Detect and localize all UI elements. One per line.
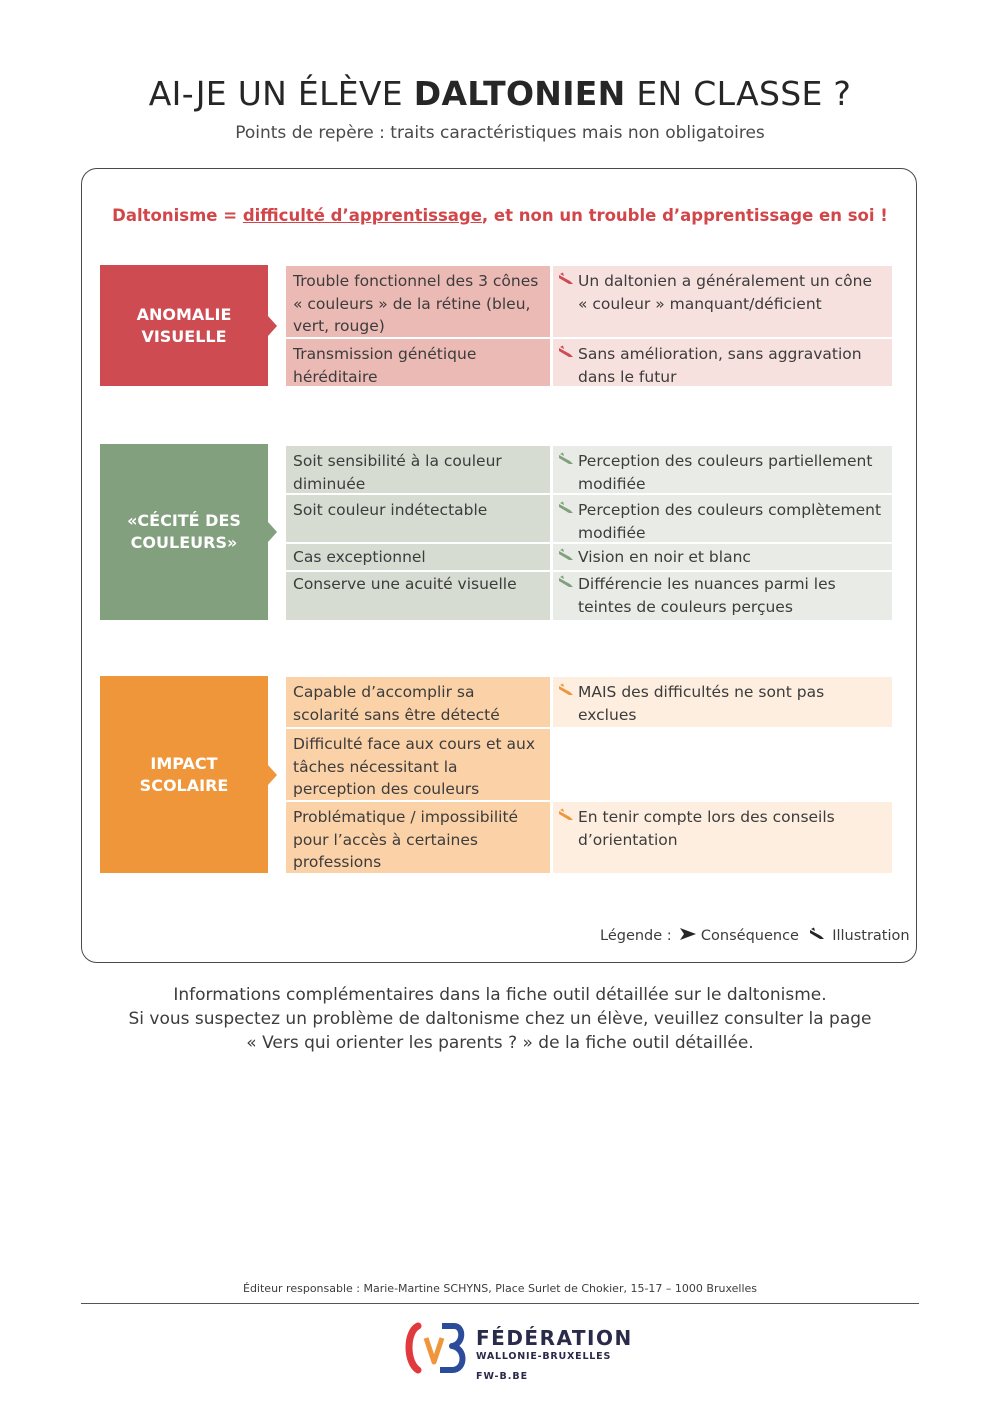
table-row (286, 677, 892, 727)
footer-divider (81, 1303, 919, 1304)
row-illustration: Un daltonien a généralement un cône « couleur » manquant/déficient (578, 272, 872, 313)
row-trait: Cas exceptionnel (286, 544, 550, 570)
row-trait: Transmission génétique héréditaire (286, 339, 550, 386)
pencil-icon (558, 499, 578, 538)
row-illustration: MAIS des difficultés ne sont pas exclues (578, 683, 825, 724)
table-row (286, 544, 892, 570)
editor-line: Éditeur responsable : Marie-Martine SCHYNS, Place Surlet de Chokier, 15-17 – 1000 Bruxelles (243, 1282, 757, 1295)
row-trait: Trouble fonctionnel des 3 cônes « couleurs » de la rétine (bleu, vert, rouge) (286, 266, 550, 337)
logo-name: FÉDÉRATION (476, 1326, 633, 1350)
arrow-icon (680, 928, 696, 944)
row-trait: Difficulté face aux cours et aux tâches nécessitant la perception des couleurs (286, 729, 550, 800)
pencil-icon (558, 546, 578, 566)
pencil-icon (558, 573, 578, 616)
legend-label: Légende : (600, 928, 672, 944)
pencil-icon (558, 270, 578, 333)
fwb-logo-icon (404, 1322, 468, 1374)
row-illustration: Sans amélioration, sans aggravation dans le futur (578, 345, 862, 386)
arrow-icon (268, 765, 277, 785)
pencil-icon (558, 806, 578, 869)
arrow-icon (268, 316, 277, 336)
page-subtitle: Points de repère : traits caractéristiques mais non obligatoires (235, 123, 765, 143)
tagline: Daltonisme = difficulté d’apprentissage, et non un trouble d’apprentissage en soi ! (112, 206, 888, 225)
legend-illustration: Illustration (832, 928, 910, 944)
fwb-logo (404, 1322, 633, 1388)
table-row (286, 729, 892, 800)
row-illustration: Perception des couleurs partiellement modifiée (578, 452, 873, 493)
category-impact-scolaire: IMPACT SCOLAIRE (100, 676, 268, 873)
table-row (286, 446, 892, 493)
row-trait: Soit couleur indétectable (286, 495, 550, 542)
page-title: AI-JE UN ÉLÈVE DALTONIEN EN CLASSE ? (148, 74, 852, 113)
logo-sub: WALLONIE-BRUXELLES (476, 1351, 612, 1362)
category-cecite-des-couleurs: «CÉCITÉ DES COULEURS» (100, 444, 268, 620)
pencil-icon (558, 343, 578, 382)
info-text: Informations complémentaires dans la fiche outil détaillée sur le daltonisme. Si vous suspectez un problème de daltonisme chez un élève, veuillez consulter la page « Vers qui orienter les parents ? » de la fiche outil détaillée. (128, 985, 872, 1053)
row-illustration: Vision en noir et blanc (578, 548, 751, 566)
row-trait: Soit sensibilité à la couleur diminuée (286, 446, 550, 493)
table-row (286, 266, 892, 337)
row-trait: Conserve une acuité visuelle (286, 572, 550, 620)
pencil-icon (558, 681, 578, 723)
row-illustration: En tenir compte lors des conseils d’orientation (578, 808, 835, 849)
legend (600, 927, 910, 945)
table-row (286, 572, 892, 620)
legend-consequence: Conséquence (700, 928, 799, 944)
pencil-icon (808, 929, 828, 945)
row-trait: Problématique / impossibilité pour l’accès à certaines professions (286, 802, 550, 873)
category-anomalie-visuelle: ANOMALIE VISUELLE (100, 265, 268, 386)
table-row (286, 802, 892, 873)
table-row (286, 339, 892, 386)
logo-url: FW-B.BE (476, 1371, 529, 1382)
table-row (286, 495, 892, 542)
pencil-icon (558, 450, 578, 489)
row-trait: Capable d’accomplir sa scolarité sans être détecté (286, 677, 550, 727)
row-illustration: Différencie les nuances parmi les teintes de couleurs perçues (578, 575, 836, 616)
row-illustration: Perception des couleurs complètement modifiée (578, 501, 882, 542)
arrow-icon (268, 522, 277, 542)
